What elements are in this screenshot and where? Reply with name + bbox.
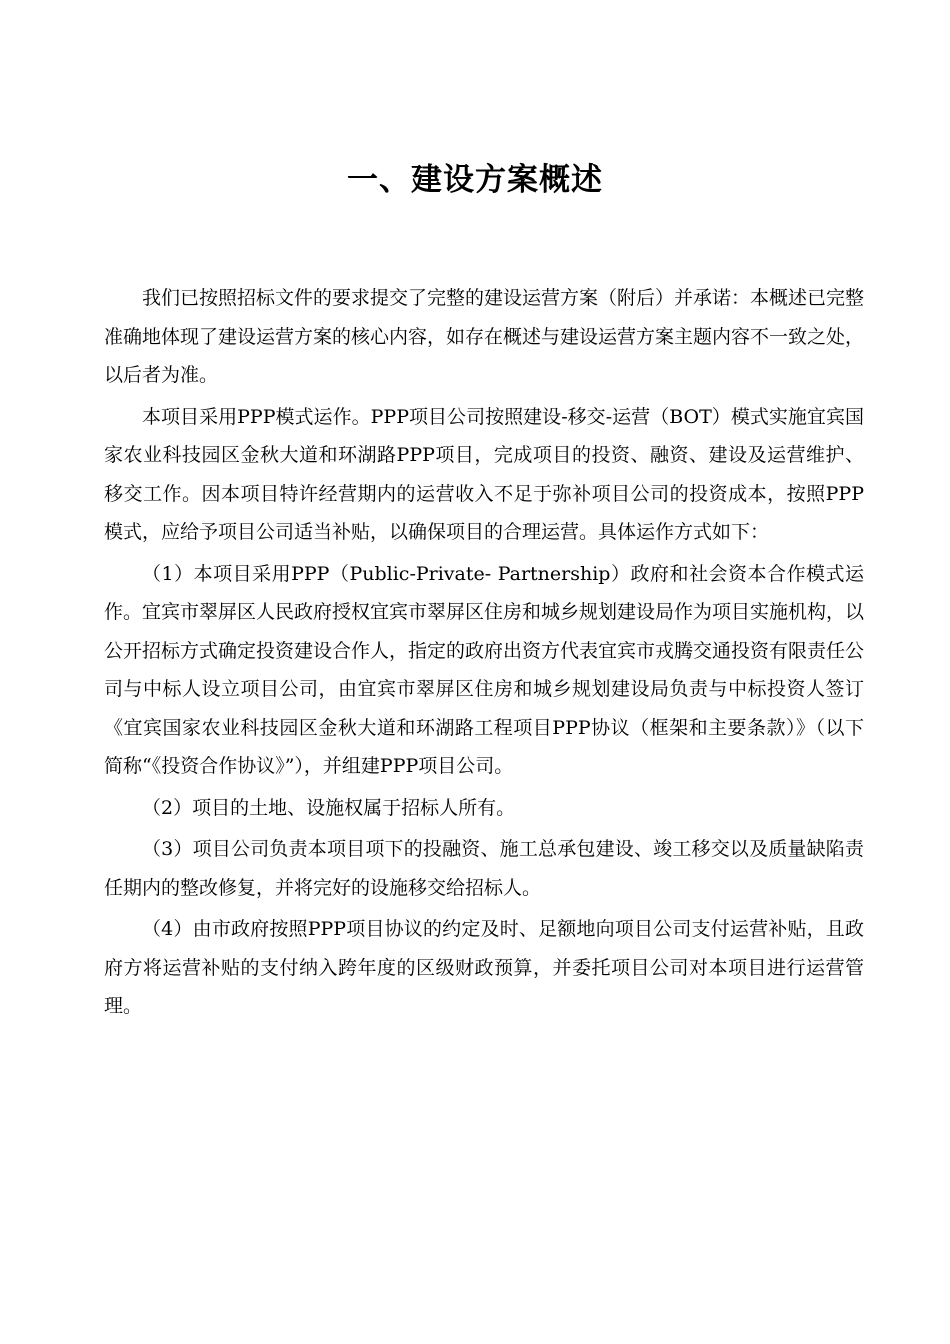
paragraph-item-1: （1）本项目采用PPP（Public-Private- Partnership）政府和社会资本合作模式运作。宜宾市翠屏区人民政府授权宜宾市翠屏区住房和城乡规划建设局作为项目实施机构，以公开招标方式确定投资建设合作人，指定的政府出资方代表宜宾市戎腾交通投资有限责任公司与中标人设立项目公司，由宜宾市翠屏区住房和城乡规划建设局负责与中标投资人签订《宜宾国家农业科技园区金秋大道和环湖路工程项目PPP协议（框架和主要条款）》（以下简称“《投资合作协议》”），并组建PPP项目公司。 [104,562,865,777]
paragraph-commitment: 我们已按照招标文件的要求提交了完整的建设运营方案（附后）并承诺：本概述已完整准确地体现了建设运营方案的核心内容，如存在概述与建设运营方案主题内容不一致之处，以后者为准。 [104,287,865,386]
paragraph-item-4: （4）由市政府按照PPP项目协议的约定及时、足额地向项目公司支付运营补贴，且政府方将运营补贴的支付纳入跨年度的区级财政预算，并委托项目公司对本项目进行运营管理。 [104,918,864,1017]
paragraph-item-3: （3）项目公司负责本项目项下的投融资、施工总承包建设、竣工移交以及质量缺陷责任期内的整改修复，并将完好的设施移交给招标人。 [104,838,864,899]
document-body [104,279,864,1026]
paragraph-ppp-mode: 本项目采用PPP模式运作。PPP项目公司按照建设-移交-运营（BOT）模式实施宜宾国家农业科技园区金秋大道和环湖路PPP项目，完成项目的投资、融资、建设及运营维护、移交工作。因本项目特许经营期内的运营收入不足于弥补项目公司的投资成本，按照PPP模式，应给予项目公司适当补贴，以确保项目的合理运营。具体运作方式如下： [104,405,864,543]
page-title: 一、建设方案概述 [347,162,603,198]
paragraph-item-2: （2）项目的土地、设施权属于招标人所有。 [142,796,516,819]
